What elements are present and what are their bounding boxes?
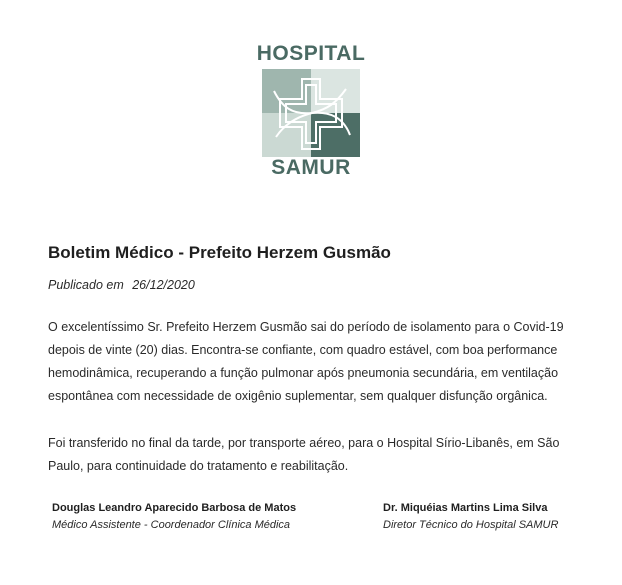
logo-bottom-text: SAMUR: [271, 156, 351, 179]
paragraph-2: Foi transferido no final da tarde, por transporte aéreo, para o Hospital Sírio-Libanês, em São Paulo, para continuidade do tratamento e reabilitação.: [48, 436, 560, 473]
paragraph-1: O excelentíssimo Sr. Prefeito Herzem Gusmão sai do período de isolamento para o Covid-19 depois de vinte (20) dias. Encontra-se confiante, com quadro estável, com boa performance hemodinâmica, recuperando a função pulmonar após pneumonia secundária, em ventilação espontânea com necessidade de oxigênio suplementar, sem qualquer disfunção orgânica.: [48, 320, 564, 403]
signature-right-name: Dr. Miquéias Martins Lima Silva: [383, 502, 548, 514]
signature-left-role: Médico Assistente - Coordenador Clínica Médica: [52, 519, 291, 531]
logo-cross-icon: [262, 69, 360, 157]
page-title: Boletim Médico - Prefeito Herzem Gusmão: [48, 243, 391, 262]
signature-left: [52, 500, 296, 534]
hospital-logo: [256, 42, 366, 182]
published-label: Publicado em: [48, 278, 124, 292]
published-date: 26/12/2020: [132, 278, 195, 292]
published-line: [48, 278, 195, 292]
signature-right-role: Diretor Técnico do Hospital SAMUR: [383, 519, 559, 531]
logo-top-text: HOSPITAL: [256, 42, 366, 65]
signature-right: [383, 500, 558, 534]
signature-left-name: Douglas Leandro Aparecido Barbosa de Matos: [52, 502, 297, 514]
